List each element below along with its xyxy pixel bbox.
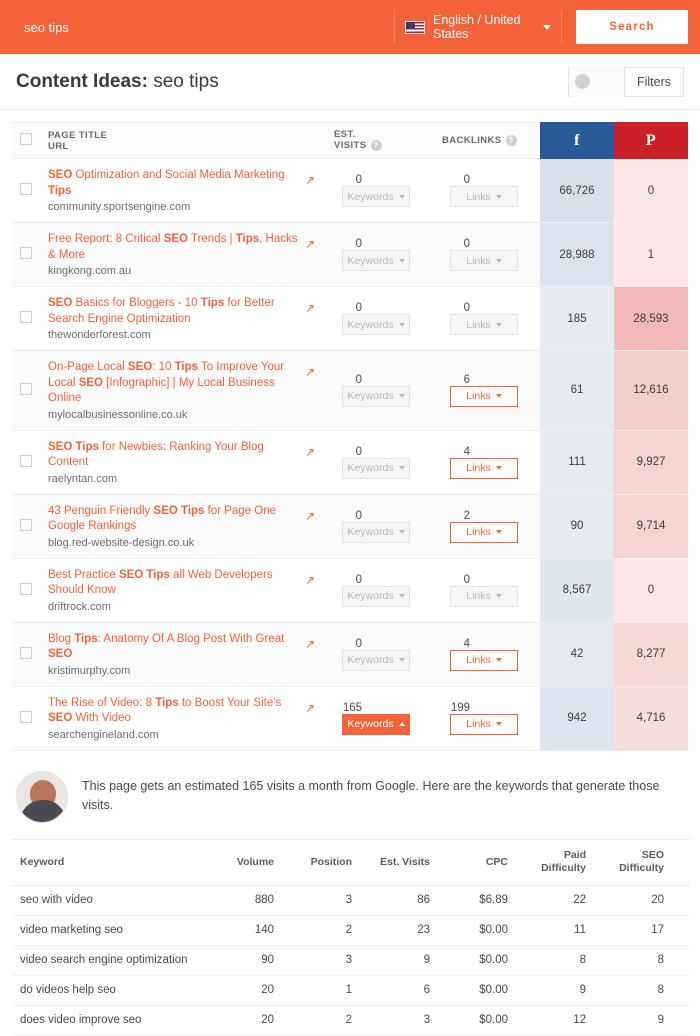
row-select-cell[interactable] (12, 494, 40, 558)
backlinks-cell (434, 494, 540, 558)
backlinks-value: 0 (463, 238, 470, 251)
est-visits-value: 165 (342, 701, 362, 714)
keyword-paid-difficulty: 22 (534, 885, 612, 915)
page-url[interactable]: blog.red-website-design.co.uk (48, 536, 195, 549)
open-external-icon[interactable]: ↗ (305, 237, 316, 252)
row-checkbox[interactable] (20, 383, 32, 395)
page-url[interactable]: searchengineland.com (48, 728, 159, 741)
facebook-shares-cell: 8,567 (540, 558, 614, 622)
pinterest-header (614, 123, 688, 159)
table-row[interactable] (12, 622, 688, 686)
backlinks-cell (434, 223, 540, 287)
backlinks-header-text: BACKLINKS (442, 135, 502, 146)
keyword-volume: 140 (222, 915, 300, 945)
facebook-shares-cell: 66,726 (540, 159, 614, 223)
paid-difficulty-col-header (534, 839, 612, 885)
backlinks-value: 4 (463, 445, 470, 458)
open-external-icon[interactable]: ↗ (305, 572, 316, 587)
paid-difficulty-line2: Difficulty (541, 862, 586, 875)
est-visits-header-line2 (334, 140, 426, 151)
chevron-icon (399, 722, 405, 726)
toggle-knob (575, 74, 590, 89)
page-title-link[interactable]: SEO Basics for Bloggers - 10 Tips for Better Search Engine Optimization (48, 297, 275, 325)
keywords-button[interactable]: Keywords (342, 586, 410, 607)
keyword-paid-difficulty: 11 (534, 915, 612, 945)
chevron-down-icon (543, 25, 551, 30)
chevron-icon (496, 195, 502, 199)
page-url[interactable]: driftrock.com (48, 600, 111, 613)
est-visits-cell (326, 494, 434, 558)
facebook-shares-cell: 942 (540, 686, 614, 750)
keyword-seo-difficulty: 9 (612, 1005, 690, 1035)
table-row[interactable] (12, 287, 688, 351)
links-button[interactable]: Links (450, 314, 518, 335)
volume-col-header: Volume (222, 839, 300, 885)
page-url[interactable]: mylocalbusinessonline.co.uk (48, 408, 188, 421)
row-checkbox[interactable] (20, 311, 32, 323)
keywords-button[interactable]: Keywords (342, 458, 410, 479)
keyword-cpc: $0.00 (456, 975, 534, 1005)
chevron-icon (496, 259, 502, 263)
pinterest-icon: P (645, 131, 657, 149)
est-visits-cell (326, 622, 434, 686)
keyword-row (12, 885, 690, 915)
locale-label: English / United States (433, 13, 521, 41)
cpc-col-header: CPC (456, 839, 534, 885)
chevron-icon (399, 259, 405, 263)
est-visits-cell (326, 558, 434, 622)
page-title-link[interactable]: SEO Tips for Newbies: Ranking Your Blog Content (48, 440, 264, 469)
table-row[interactable] (12, 351, 688, 431)
page-cell (40, 622, 326, 686)
chevron-icon (399, 323, 405, 327)
page-title-link[interactable]: The Rise of Video: 8 Tips to Boost Your Site's SEO With Video (48, 696, 282, 725)
backlinks-value: 0 (463, 302, 470, 315)
page-title-header (40, 123, 326, 159)
keyword-name: video marketing seo (12, 915, 222, 945)
page-title-link[interactable]: 43 Penguin Friendly SEO Tips for Page One Google Rankings (48, 504, 277, 533)
page-cell (40, 223, 326, 287)
table-row[interactable] (12, 159, 688, 223)
page-url[interactable]: community.sportsengine.com (48, 201, 191, 214)
chevron-icon (399, 594, 405, 598)
keyword-seo-difficulty: 8 (612, 975, 690, 1005)
links-button[interactable]: Links (450, 250, 518, 271)
keywords-button[interactable]: Keywords (342, 386, 410, 407)
facebook-shares-cell: 28,988 (540, 223, 614, 287)
results-table-wrap (0, 110, 700, 751)
open-external-icon[interactable]: ↗ (305, 444, 316, 459)
links-button[interactable]: Links (450, 586, 518, 607)
chevron-icon (496, 658, 502, 662)
keyword-position: 3 (300, 885, 378, 915)
search-input-wrap[interactable] (12, 10, 394, 44)
page-cell (40, 430, 326, 494)
filters-label[interactable]: Filters (636, 74, 671, 89)
page-url[interactable]: kingkong.com.au (48, 265, 132, 278)
keyword-volume: 20 (222, 975, 300, 1005)
backlinks-cell (434, 351, 540, 431)
open-external-icon[interactable]: ↗ (305, 301, 316, 316)
open-external-icon[interactable]: ↗ (305, 636, 316, 651)
insight-text: This page gets an estimated 165 visits a month from Google. Here are the keywords that generate those visits. (82, 778, 660, 812)
page-url[interactable]: raelyntan.com (48, 472, 118, 485)
pinterest-shares-cell: 28,593 (614, 287, 688, 351)
facebook-header (540, 123, 614, 159)
results-table-head (12, 123, 688, 159)
keyword-est-visits: 3 (378, 1005, 456, 1035)
facebook-shares-cell: 61 (540, 351, 614, 431)
keyword-name: do videos help seo (12, 975, 222, 1005)
keywords-button[interactable]: Keywords (342, 186, 410, 207)
facebook-shares-cell: 185 (540, 287, 614, 351)
keyword-cpc: $0.00 (456, 915, 534, 945)
keyword-row (12, 915, 690, 945)
est-visits-value: 0 (355, 573, 362, 586)
est-visits-cell (326, 287, 434, 351)
facebook-icon: f (574, 131, 580, 149)
row-checkbox[interactable] (20, 183, 32, 195)
keyword-table-body (12, 885, 690, 1035)
row-select-cell[interactable] (12, 351, 40, 431)
open-external-icon[interactable]: ↗ (305, 700, 316, 715)
backlinks-cell (434, 686, 540, 750)
keyword-position: 2 (300, 915, 378, 945)
keyword-cpc: $6.89 (456, 885, 534, 915)
row-select-cell[interactable] (12, 622, 40, 686)
keywords-button[interactable]: Keywords (342, 650, 410, 671)
backlinks-value: 0 (463, 573, 470, 586)
open-external-icon[interactable]: ↗ (305, 365, 316, 380)
chevron-icon (399, 658, 405, 662)
open-external-icon[interactable]: ↗ (305, 173, 316, 187)
est-visits-cell (326, 351, 434, 431)
row-select-cell[interactable] (12, 287, 40, 351)
facebook-shares-cell: 90 (540, 494, 614, 558)
keyword-table (12, 839, 690, 1036)
row-select-cell[interactable] (12, 159, 40, 223)
backlinks-value: 4 (463, 637, 470, 650)
keyword-paid-difficulty: 12 (534, 1005, 612, 1035)
help-icon[interactable]: ? (371, 140, 382, 151)
links-button[interactable]: Links (450, 714, 518, 735)
keyword-cpc: $0.00 (456, 945, 534, 975)
row-checkbox[interactable] (20, 647, 32, 659)
page-cell (40, 494, 326, 558)
seo-difficulty-line1: SEO (641, 849, 664, 862)
keyword-position: 2 (300, 1005, 378, 1035)
row-checkbox[interactable] (20, 247, 32, 259)
links-button[interactable]: Links (450, 522, 518, 543)
select-all-checkbox[interactable] (20, 133, 32, 145)
page-title-header-line2: URL (48, 140, 69, 152)
est-visits-header-line1: EST. (334, 129, 356, 141)
page-title-prefix: Content Ideas: (16, 70, 148, 92)
est-visits-cell (326, 223, 434, 287)
backlinks-header (434, 123, 540, 159)
backlinks-cell (434, 287, 540, 351)
keyword-cpc: $0.00 (456, 1005, 534, 1035)
links-button[interactable]: Links (450, 186, 518, 207)
keyword-seo-difficulty: 17 (612, 915, 690, 945)
keyword-row (12, 1005, 690, 1035)
backlinks-cell (434, 558, 540, 622)
pinterest-shares-cell: 9,927 (614, 430, 688, 494)
chevron-icon (496, 594, 502, 598)
keyword-volume: 90 (222, 945, 300, 975)
keyword-name: does video improve seo (12, 1005, 222, 1035)
avatar-body (20, 800, 66, 822)
page-title-link[interactable]: SEO Optimization and Social Media Marketing Tips (48, 169, 285, 197)
row-checkbox[interactable] (20, 711, 32, 723)
chevron-icon (496, 722, 502, 726)
filters-control[interactable] (568, 67, 684, 97)
table-row[interactable] (12, 558, 688, 622)
keyword-header-row (12, 839, 690, 885)
page-title-link[interactable]: On-Page Local SEO: 10 Tips To Improve Your Local SEO [Infographic] | My Local Business Online (48, 361, 285, 405)
backlinks-value: 199 (450, 701, 470, 714)
links-button[interactable]: Links (450, 458, 518, 479)
row-select-cell[interactable] (12, 223, 40, 287)
position-col-header: Position (300, 839, 378, 885)
est-visits-value: 0 (355, 302, 362, 315)
pinterest-shares-cell: 4,716 (614, 686, 688, 750)
keyword-name: video search engine optimization (12, 945, 222, 975)
keyword-table-head (12, 839, 690, 885)
keyword-position: 3 (300, 945, 378, 975)
backlinks-cell (434, 622, 540, 686)
locale-select[interactable] (394, 10, 562, 44)
table-row[interactable] (12, 430, 688, 494)
keyword-paid-difficulty: 9 (534, 975, 612, 1005)
est-visits-cell (326, 159, 434, 223)
est-visits-value: 0 (355, 238, 362, 251)
facebook-shares-cell: 42 (540, 622, 614, 686)
keyword-est-visits: 86 (378, 885, 456, 915)
page-cell (40, 686, 326, 750)
est-visits-value: 0 (355, 373, 362, 386)
chevron-icon (399, 530, 405, 534)
open-external-icon[interactable]: ↗ (305, 508, 316, 523)
page-cell (40, 287, 326, 351)
est-visits-cell (326, 430, 434, 494)
page-title-query: seo tips (153, 70, 219, 92)
page-title-link[interactable]: Free Report: 8 Critical SEO Trends | Tips, Hacks & More (48, 233, 298, 261)
page-title-header-line1: PAGE TITLE (48, 129, 108, 141)
keyword-paid-difficulty: 8 (534, 945, 612, 975)
page-cell (40, 351, 326, 431)
table-header-row (12, 123, 688, 159)
keyword-volume: 20 (222, 1005, 300, 1035)
us-flag-icon (405, 21, 425, 34)
row-select-cell[interactable] (12, 686, 40, 750)
keywords-button[interactable]: Keywords (342, 714, 410, 735)
facebook-shares-cell: 111 (540, 430, 614, 494)
chevron-icon (399, 195, 405, 199)
links-button[interactable]: Links (450, 386, 518, 407)
keyword-est-visits: 23 (378, 915, 456, 945)
row-select-cell[interactable] (12, 558, 40, 622)
keyword-volume: 880 (222, 885, 300, 915)
backlinks-value: 2 (463, 509, 470, 522)
row-checkbox[interactable] (20, 583, 32, 595)
links-button[interactable]: Links (450, 650, 518, 671)
pinterest-shares-cell: 0 (614, 558, 688, 622)
keywords-button[interactable]: Keywords (342, 314, 410, 335)
avatar (16, 771, 68, 823)
keywords-button[interactable]: Keywords (342, 250, 410, 271)
page-title-link[interactable]: Best Practice SEO Tips all Web Developers Should Know (48, 568, 273, 597)
table-row[interactable] (12, 686, 688, 750)
search-input[interactable] (12, 19, 394, 36)
chevron-icon (496, 394, 502, 398)
page-title (16, 71, 219, 93)
search-bar (0, 0, 700, 54)
est-visits-header (326, 123, 434, 159)
row-select-cell[interactable] (12, 430, 40, 494)
pinterest-shares-cell: 0 (614, 159, 688, 223)
pinterest-shares-cell: 12,616 (614, 351, 688, 431)
pinterest-shares-cell: 8,277 (614, 622, 688, 686)
keyword-col-header: Keyword (12, 839, 222, 885)
help-icon[interactable]: ? (506, 135, 517, 146)
select-all-header[interactable] (12, 123, 40, 159)
paid-difficulty-line1: Paid (563, 849, 586, 862)
keyword-row (12, 945, 690, 975)
results-table (12, 122, 688, 751)
page-url[interactable]: kristimurphy.com (48, 664, 131, 677)
row-checkbox[interactable] (20, 519, 32, 531)
keyword-name: seo with video (12, 885, 222, 915)
chevron-icon (496, 530, 502, 534)
chevron-icon (399, 394, 405, 398)
chevron-icon (496, 323, 502, 327)
keyword-est-visits: 9 (378, 945, 456, 975)
est-visits-value: 0 (355, 509, 362, 522)
insight-callout (12, 767, 688, 833)
seo-difficulty-col-header (612, 839, 690, 885)
est-visits-value: 0 (355, 445, 362, 458)
chevron-icon (399, 466, 405, 470)
page-title-link[interactable]: Blog Tips: Anatomy Of A Blog Post With Great SEO (48, 632, 285, 661)
backlinks-value: 0 (463, 174, 470, 186)
filters-toggle[interactable] (569, 67, 625, 97)
page-header (0, 54, 700, 110)
est-visits-col-header: Est. Visits (378, 839, 456, 885)
est-visits-value: 0 (355, 174, 362, 186)
pinterest-shares-cell: 1 (614, 223, 688, 287)
page-url[interactable]: thewonderforest.com (48, 329, 151, 342)
keyword-seo-difficulty: 20 (612, 885, 690, 915)
backlinks-cell (434, 159, 540, 223)
backlinks-cell (434, 430, 540, 494)
table-row[interactable] (12, 223, 688, 287)
chevron-icon (496, 466, 502, 470)
seo-difficulty-line2: Difficulty (619, 862, 664, 875)
backlinks-value: 6 (463, 373, 470, 386)
search-button[interactable]: Search (576, 10, 688, 44)
table-row[interactable] (12, 494, 688, 558)
est-visits-value: 0 (355, 637, 362, 650)
keyword-row (12, 975, 690, 1005)
est-visits-header-text: VISITS (334, 140, 367, 152)
page-cell (40, 558, 326, 622)
keyword-est-visits: 6 (378, 975, 456, 1005)
results-table-body (12, 159, 688, 751)
keywords-button[interactable]: Keywords (342, 522, 410, 543)
pinterest-shares-cell: 9,714 (614, 494, 688, 558)
row-checkbox[interactable] (20, 455, 32, 467)
page-cell (40, 159, 326, 223)
keyword-seo-difficulty: 8 (612, 945, 690, 975)
keyword-position: 1 (300, 975, 378, 1005)
est-visits-cell (326, 686, 434, 750)
